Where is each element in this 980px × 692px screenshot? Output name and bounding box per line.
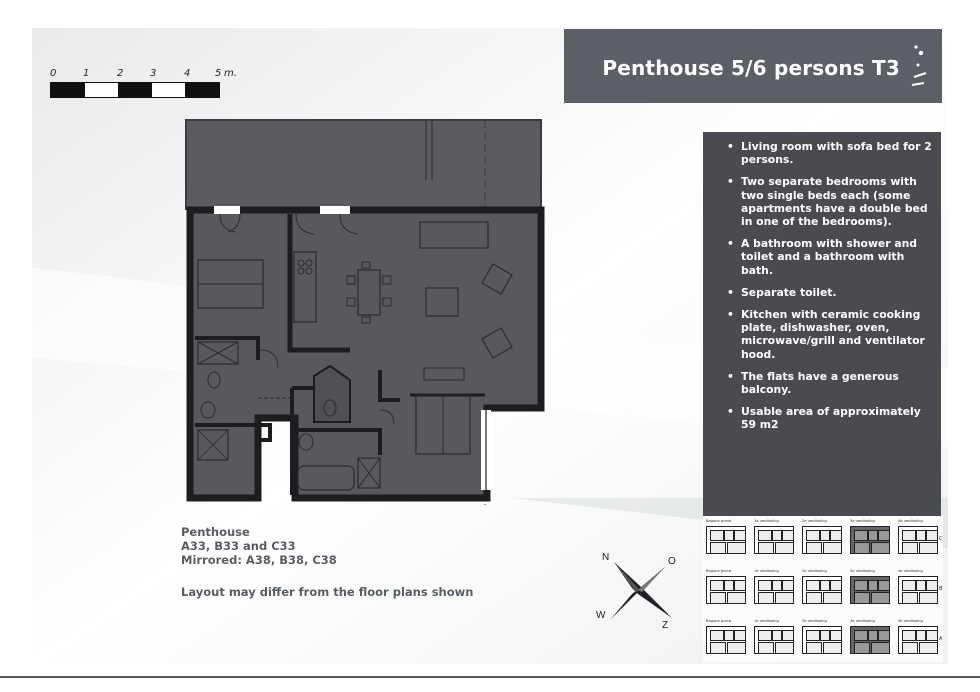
floor-thumbnail-plan bbox=[754, 626, 794, 654]
floor-thumbnail-label: 1e verdieping bbox=[754, 619, 779, 623]
scale-tick-0: 0 bbox=[50, 68, 57, 79]
feature-item: • The flats have a generous balcony. bbox=[725, 370, 933, 396]
floor-thumbnail bbox=[706, 569, 746, 608]
compass-z: Z bbox=[662, 620, 669, 631]
scale-tick-2: 2 bbox=[117, 68, 124, 79]
bottom-rule bbox=[0, 676, 980, 678]
floor-thumbnail-label: 3e verdieping bbox=[850, 569, 875, 573]
floor-thumbnail bbox=[754, 569, 794, 608]
floor-thumbnail-label: 2e verdieping bbox=[802, 619, 827, 623]
feature-list bbox=[725, 140, 933, 432]
floor-thumbnail-label: 4e verdieping bbox=[898, 569, 923, 573]
floor-thumbnail bbox=[850, 519, 890, 558]
scale-unit: m. bbox=[224, 68, 237, 79]
caption-units: A33, B33 and C33 bbox=[181, 539, 296, 553]
floor-thumbnail-plan bbox=[802, 576, 842, 604]
floor-thumbnail-plan bbox=[850, 576, 890, 604]
compass-o: O bbox=[668, 556, 676, 567]
building-overview-grid bbox=[703, 516, 943, 662]
building-row-letter: B bbox=[939, 586, 943, 592]
floor-thumbnail-plan bbox=[802, 626, 842, 654]
scale-segments bbox=[50, 82, 220, 98]
scale-tick-4: 4 bbox=[184, 68, 191, 79]
floor-thumbnail-plan bbox=[898, 626, 938, 654]
floor-thumbnail-plan bbox=[850, 526, 890, 554]
feature-item: • Living room with sofa bed for 2 persons. bbox=[725, 140, 933, 166]
floor-thumbnail-label: 2e verdieping bbox=[802, 569, 827, 573]
scale-tick-1: 1 bbox=[83, 68, 90, 79]
floor-thumbnail bbox=[898, 569, 938, 608]
floor-thumbnail-label: 2e verdieping bbox=[802, 519, 827, 523]
scale-labels bbox=[50, 68, 250, 81]
floor-thumbnail bbox=[802, 619, 842, 658]
compass-n: N bbox=[602, 552, 610, 563]
compass-w: W bbox=[596, 610, 606, 621]
floor-thumbnail-label: 4e verdieping bbox=[898, 619, 923, 623]
floor-thumbnail-plan bbox=[898, 576, 938, 604]
floor-thumbnail-label: 1e verdieping bbox=[754, 569, 779, 573]
title-banner bbox=[564, 29, 942, 103]
floor-thumbnail-plan bbox=[802, 526, 842, 554]
floor-thumbnail bbox=[850, 569, 890, 608]
floor-thumbnail bbox=[850, 619, 890, 658]
floor-thumbnail bbox=[898, 619, 938, 658]
floor-thumbnail bbox=[706, 519, 746, 558]
compass-rose-icon bbox=[592, 548, 684, 632]
layout-disclaimer: Layout may differ from the floor plans shown bbox=[181, 585, 474, 599]
feature-item: • Usable area of approximately 59 m2 bbox=[725, 405, 933, 431]
building-row-letter: A bbox=[939, 636, 943, 642]
building-row-letter: C bbox=[939, 536, 943, 542]
feature-item: • Kitchen with ceramic cooking plate, dishwasher, oven, microwave/grill and ventilator hood. bbox=[725, 308, 933, 361]
scale-tick-3: 3 bbox=[150, 68, 157, 79]
floor-thumbnail-plan bbox=[754, 526, 794, 554]
features-panel bbox=[703, 132, 941, 516]
caption-mirrored: Mirrored: A38, B38, C38 bbox=[181, 553, 337, 567]
floor-thumbnail-label: 3e verdieping bbox=[850, 619, 875, 623]
floor-thumbnail-plan bbox=[706, 526, 746, 554]
sparkle-decoration bbox=[908, 41, 932, 99]
floor-thumbnail bbox=[754, 519, 794, 558]
floor-thumbnail-plan bbox=[754, 576, 794, 604]
floor-thumbnail bbox=[802, 569, 842, 608]
floor-thumbnail bbox=[898, 519, 938, 558]
floor-plan bbox=[180, 110, 552, 505]
feature-item: • Two separate bedrooms with two single beds each (some apartments have a double bed in one of the bedrooms). bbox=[725, 175, 933, 228]
floor-thumbnail-label: 4e verdieping bbox=[898, 519, 923, 523]
scale-bar bbox=[50, 68, 250, 98]
feature-item: • A bathroom with shower and toilet and a bathroom with bath. bbox=[725, 237, 933, 277]
floor-thumbnail-label: Begane grond bbox=[706, 569, 732, 573]
floor-thumbnail-plan bbox=[706, 626, 746, 654]
page-title: Penthouse 5/6 persons T3 bbox=[602, 56, 900, 80]
floor-thumbnail-label: Begane grond bbox=[706, 619, 732, 623]
caption-type: Penthouse bbox=[181, 525, 250, 539]
unit-caption bbox=[181, 525, 337, 567]
floor-thumbnail-label: Begane grond bbox=[706, 519, 732, 523]
scale-tick-5: 5 bbox=[215, 68, 222, 79]
floor-thumbnail-label: 3e verdieping bbox=[850, 519, 875, 523]
floor-thumbnail-plan bbox=[850, 626, 890, 654]
floor-thumbnail-plan bbox=[706, 576, 746, 604]
floor-thumbnail bbox=[754, 619, 794, 658]
floor-thumbnail-label: 1e verdieping bbox=[754, 519, 779, 523]
feature-item: • Separate toilet. bbox=[725, 286, 933, 299]
floor-thumbnail bbox=[706, 619, 746, 658]
balcony bbox=[186, 120, 541, 210]
floor-thumbnail bbox=[802, 519, 842, 558]
floor-thumbnail-plan bbox=[898, 526, 938, 554]
